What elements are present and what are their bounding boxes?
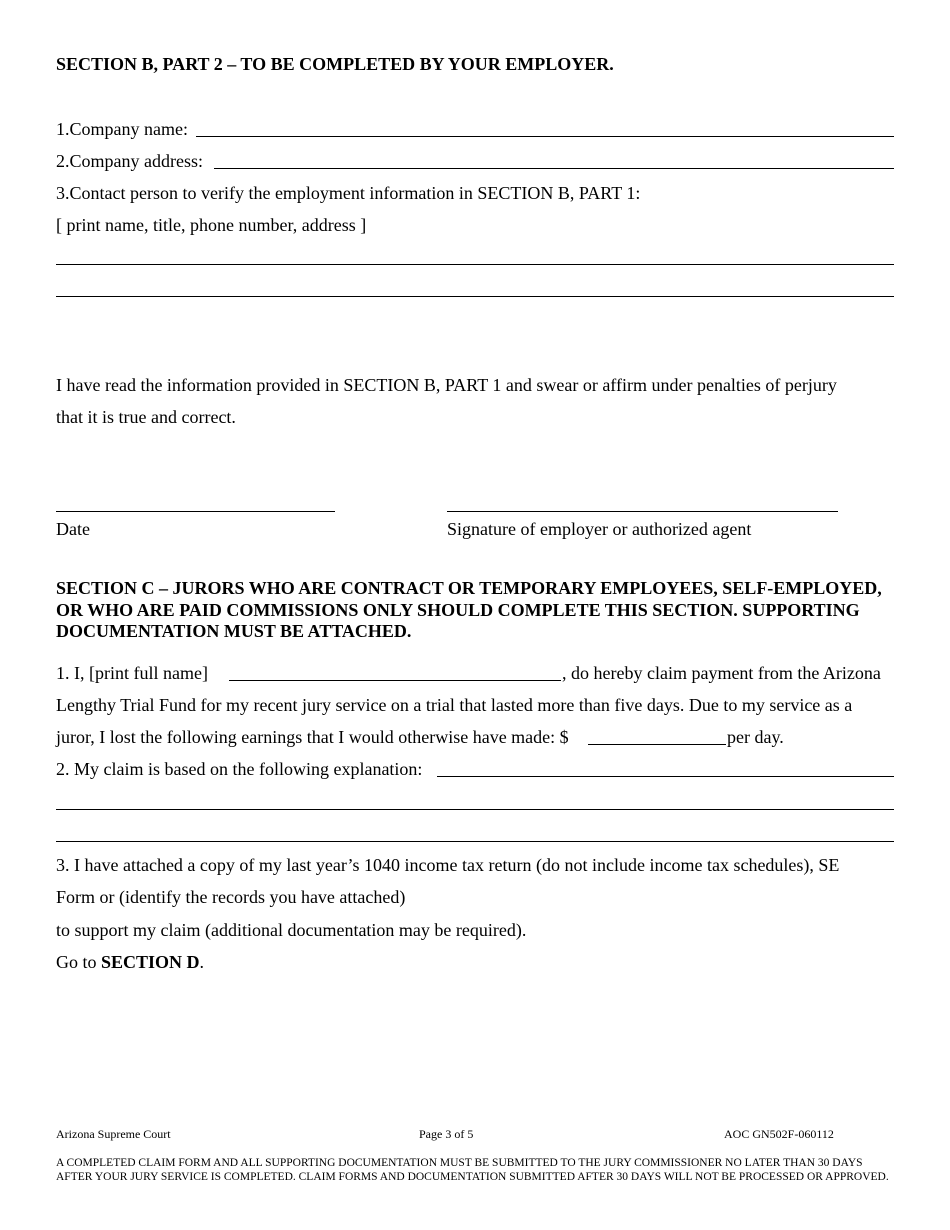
date-field[interactable] [56,511,335,512]
explanation-field-line-2[interactable] [56,809,894,810]
full-name-field[interactable] [229,680,561,681]
explanation-field-line-3[interactable] [56,841,894,842]
claim-item-1-earnings-prefix: juror, I lost the following earnings that I would otherwise have made: $ [56,727,569,747]
claim-item-2-label: 2. My claim is based on the following explanation: [56,759,423,779]
goto-suffix: . [199,952,205,972]
explanation-field-line-1[interactable] [437,776,894,777]
footer-court: Arizona Supreme Court [56,1127,171,1141]
company-name-label: 1.Company name: [56,119,188,139]
affirmation-line-2: that it is true and correct. [56,407,236,427]
claim-item-1-prefix: 1. I, [print full name] [56,663,208,683]
contact-person-field-line-2[interactable] [56,296,894,297]
company-name-field[interactable] [196,136,894,137]
company-address-label: 2.Company address: [56,151,203,171]
claim-item-3-line-1: 3. I have attached a copy of my last year’s 1040 income tax return (do not include income tax schedules), SE [56,855,840,875]
lost-earnings-field[interactable] [588,744,726,745]
footer-form-code: AOC GN502F-060112 [724,1127,834,1141]
contact-person-label: 3.Contact person to verify the employment information in SECTION B, PART 1: [56,183,641,203]
section-c-heading: SECTION C – JURORS WHO ARE CONTRACT OR TEMPORARY EMPLOYEES, SELF-EMPLOYED, OR WHO ARE PAID COMMISSIONS ONLY SHOULD COMPLETE THIS SECTION. SUPPORTING DOCUMENTATION MUST BE ATTACHED. [56,578,882,641]
footer-submission-notice: A COMPLETED CLAIM FORM AND ALL SUPPORTING DOCUMENTATION MUST BE SUBMITTED TO THE JURY COMMISSIONER NO LATER THAN 30 DAYS AFTER YOUR JURY SERVICE IS COMPLETED. CLAIM FORMS AND DOCUMENTATION SUBMITTED AFTER 30 DAYS WILL NOT BE PROCESSED OR APPROVED. [56,1157,889,1183]
affirmation-line-1: I have read the information provided in SECTION B, PART 1 and swear or affirm under penalties of perjury [56,375,837,395]
claim-item-1-suffix: , do hereby claim payment from the Arizona [562,663,881,683]
contact-person-hint: [ print name, title, phone number, address ] [56,215,367,235]
company-address-field[interactable] [214,168,894,169]
goto-prefix: Go to [56,952,101,972]
claim-item-1-line-2: Lengthy Trial Fund for my recent jury service on a trial that lasted more than five days. Due to my service as a [56,695,853,715]
employer-signature-label: Signature of employer or authorized agent [447,519,752,539]
date-label: Date [56,519,90,539]
footer-page-number: Page 3 of 5 [419,1127,474,1141]
goto-section-d [56,953,204,971]
employer-signature-field[interactable] [447,511,838,512]
contact-person-field-line-1[interactable] [56,264,894,265]
claim-item-3-line-2: Form or (identify the records you have attached) [56,887,406,907]
claim-item-1-earnings-suffix: per day. [727,727,784,747]
section-b2-heading: SECTION B, PART 2 – TO BE COMPLETED BY YOUR EMPLOYER. [56,54,614,74]
claim-item-3-line-3: to support my claim (additional documentation may be required). [56,920,527,940]
goto-section-d-link: SECTION D [101,952,200,972]
